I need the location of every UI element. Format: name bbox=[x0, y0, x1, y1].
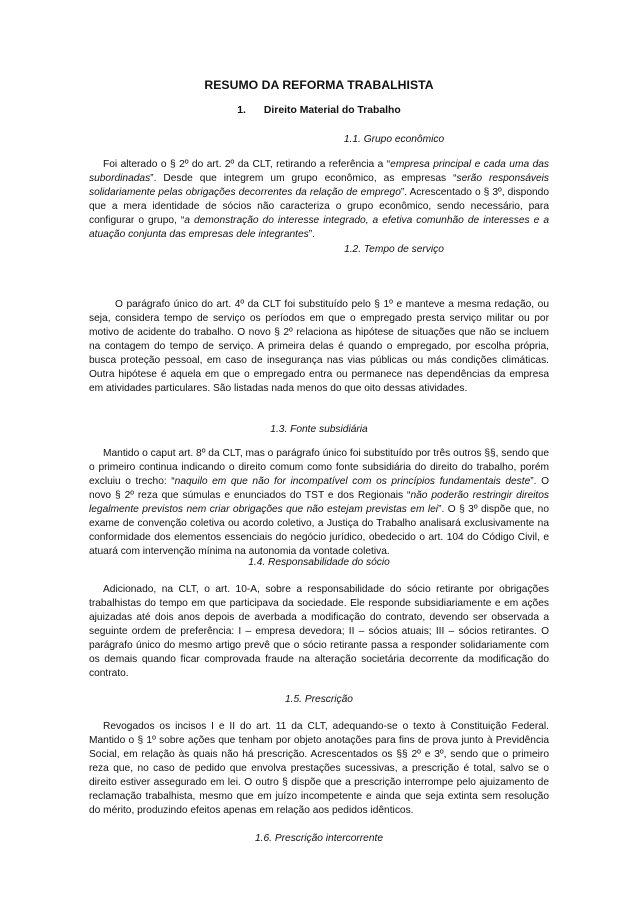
paragraph-tempo-de-servico bbox=[89, 298, 549, 396]
text-segment: ”. Acrescentado o § 3º, dispondo que a mera identidade de sócios não caracteriza o grupo econômico, sendo necessário, para configurar o grupo, “ bbox=[89, 187, 549, 226]
text-segment: Revogados os incisos I e II do art. 11 da CLT, adequando-se o texto à Constituição Federal. Mantido o § 1º sobre ações que tenham por objeto anotações para fins de prova junto à Previdência Social, em relação às quais não há prescrição. Acrescentados os §§ 2º e 3º, sendo que o primeiro reza que, no caso de pedido que envolva prestações sucessivas, a prescrição é total, salvo se o direito estiver assegurado em lei. O outro § dispõe que a prescrição interrompe pelo ajuizamento de reclamação trabalhista, mesmo que em juízo incompetente e ainda que seja extinta sem resolução do mérito, produzindo efeitos apenas em relação aos pedidos idênticos. bbox=[89, 721, 549, 816]
section-heading-tempo-de-servico: 1.2. Tempo de serviço bbox=[344, 244, 444, 255]
paragraph-prescricao bbox=[89, 720, 549, 818]
text-segment-italic: serão responsáveis solidariamente pelas obrigações decorrentes da relação de emprego bbox=[89, 173, 549, 198]
text-segment: ”. Desde que integrem um grupo econômico, as empresas “ bbox=[150, 173, 457, 184]
chapter-title: Direito Material do Trabalho bbox=[263, 105, 401, 116]
document-title: RESUMO DA REFORMA TRABALHISTA bbox=[204, 78, 434, 92]
section-heading-responsabilidade-do-socio: 1.4. Responsabilidade do sócio bbox=[248, 557, 390, 568]
section-heading-prescricao: 1.5. Prescrição bbox=[285, 694, 353, 705]
section-heading-fonte-subsidiaria: 1.3. Fonte subsidiária bbox=[270, 424, 368, 435]
section-heading-grupo-economico: 1.1. Grupo econômico bbox=[343, 134, 445, 145]
paragraph-fonte-subsidiaria bbox=[89, 447, 549, 559]
section-heading-prescricao-intercorrente: 1.6. Prescrição intercorrente bbox=[255, 833, 383, 844]
text-segment-italic: empresa principal e cada uma das subordinadas bbox=[89, 159, 549, 184]
text-segment: Mantido o caput art. 8º da CLT, mas o parágrafo único foi substituído por três outros §§, sendo que o primeiro continua indicando o direito comum como fonte subsidiária do direito do trabalho, porém excluiu o trecho: “ bbox=[89, 448, 549, 487]
paragraph-responsabilidade-do-socio bbox=[89, 583, 549, 681]
text-segment-italic: naquilo em que não for incompatível com os princípios fundamentais deste bbox=[174, 476, 531, 487]
chapter-heading bbox=[0, 104, 638, 118]
text-segment: ”. O § 3º dispõe que, no exame de convenção coletiva ou acordo coletivo, a Justiça do Trabalho analisará exclusivamente na conformidade dos elementos essenciais do negócio jurídico, obedecido o art. 104 do Código Civil, e atuará com intervenção mínima na autonomia da vontade coletiva. bbox=[89, 504, 549, 557]
text-segment: Adicionado, na CLT, o art. 10-A, sobre a responsabilidade do sócio retirante por obrigações trabalhistas do tempo em que participava da sociedade. Ele responde subsidiariamente e em ações ajuizadas até dois anos depois de averbada a modificação do contrato, devendo ser observada a seguinte ordem de preferência: I – empresa devedora; II – sócios atuais; III – sócios retirantes. O parágrafo único do mesmo artigo prevê que o sócio retirante passa a responder solidariamente com os demais quando ficar comprovada fraude na alteração societária decorrente da modificação do contrato. bbox=[89, 584, 549, 679]
text-segment-italic: não poderão restringir direitos legalmente previstos nem criar obrigações que não estejam previstas em lei bbox=[89, 490, 550, 515]
text-segment: O parágrafo único do art. 4º da CLT foi substituído pelo § 1º e manteve a mesma redação, ou seja, considera tempo de serviço os períodos em que o empregado presta serviço militar ou por motivo de acidente do trabalho. O novo § 2º relaciona as hipótese de situações que não se incluem na contagem do tempo de serviço. A primeira delas é quando o empregado, por escolha própria, busca proteção pessoal, em caso de insegurança nas vias públicas ou más condições climáticas. Outra hipótese é aquela em que o empregado entra ou permanece nas dependências da empresa em atividades particulares. São listadas nada menos do que oito dessas atividades. bbox=[89, 299, 549, 394]
text-segment: ”. bbox=[308, 229, 315, 240]
text-segment: Foi alterado o § 2º do art. 2º da CLT, retirando a referência a “ bbox=[103, 159, 391, 170]
paragraph-grupo-economico bbox=[89, 158, 549, 242]
chapter-number: 1. bbox=[237, 105, 246, 116]
text-segment-italic: a demonstração do interesse integrado, a efetiva comunhão de interesses e a atuação conjunta das empresas dele integrantes bbox=[89, 215, 549, 240]
text-segment: ”. O novo § 2º reza que súmulas e enunciados do TST e dos Regionais “ bbox=[89, 476, 550, 501]
